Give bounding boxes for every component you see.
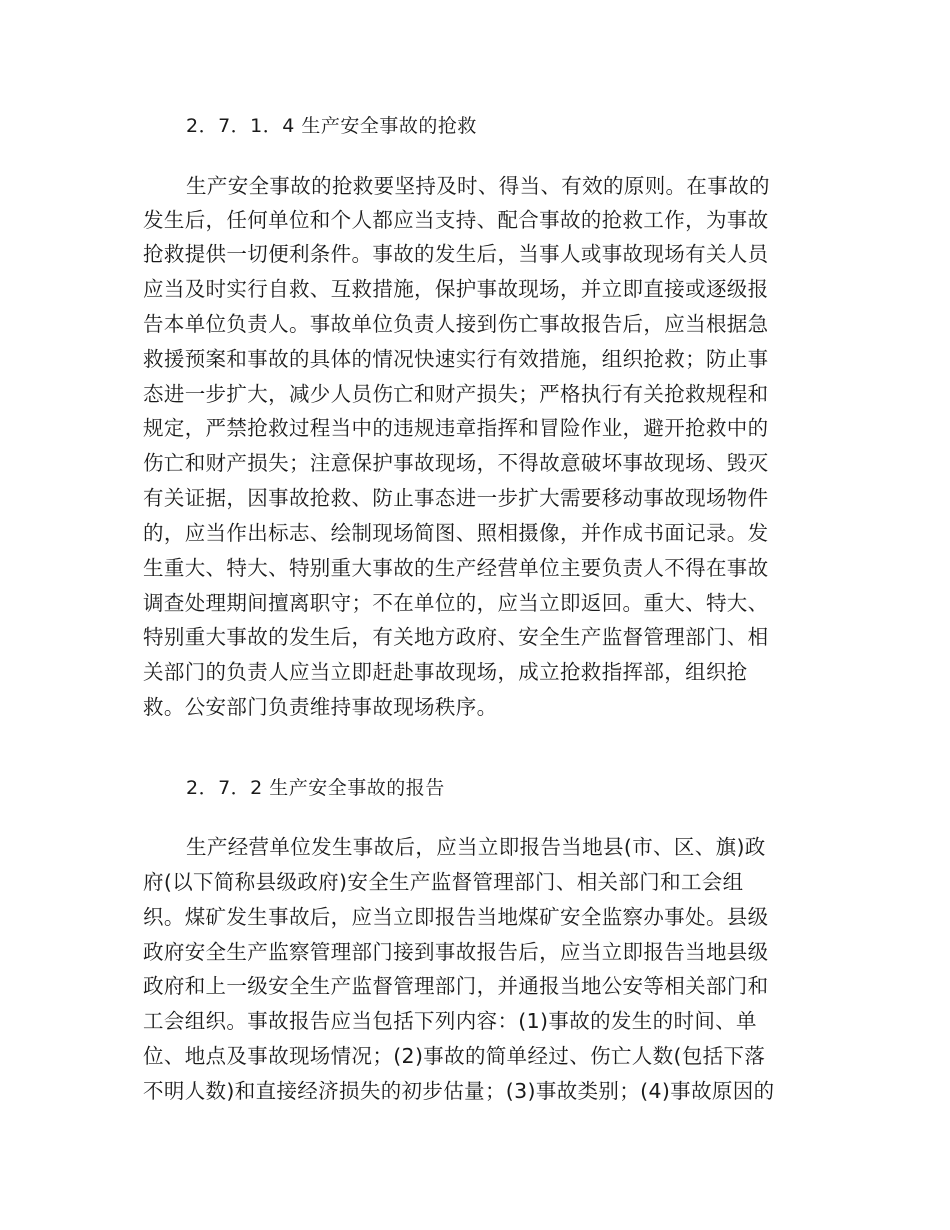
paragraph-line: 告本单位负责人。事故单位负责人接到伤亡事故报告后，应当根据急: [143, 312, 769, 336]
paragraph-line: 发生后，任何单位和个人都应当支持、配合事故的抢救工作，为事故: [143, 208, 769, 232]
paragraph-line: 救援预案和事故的具体的情况快速实行有效措施，组织抢救；防止事: [143, 347, 769, 371]
paragraph-line: 特别重大事故的发生后，有关地方政府、安全生产监督管理部门、相: [143, 625, 769, 649]
paragraph-line: 政府和上一级安全生产监督管理部门，并通报当地公安等相关部门和: [143, 974, 769, 998]
section-heading: 2．7．1．4 生产安全事故的抢救: [186, 115, 477, 137]
paragraph-line: 生产安全事故的抢救要坚持及时、得当、有效的原则。在事故的: [186, 174, 770, 198]
paragraph-line: 的，应当作出标志、绘制现场简图、照相摄像，并作成书面记录。发: [143, 521, 769, 545]
section-heading: 2．7．2 生产安全事故的报告: [186, 777, 445, 799]
paragraph-line: 有关证据，因事故抢救、防止事态进一步扩大需要移动事故现场物件: [143, 486, 769, 510]
paragraph-line: 救。公安部门负责维持事故现场秩序。: [143, 695, 498, 719]
paragraph-line: 不明人数)和直接经济损失的初步估量；(3)事故类别；(4)事故原因的: [143, 1079, 775, 1103]
paragraph-line: 伤亡和财产损失；注意保护事故现场，不得故意破坏事故现场、毁灭: [143, 451, 769, 475]
paragraph-line: 态进一步扩大，减少人员伤亡和财产损失；严格执行有关抢救规程和: [143, 382, 769, 406]
paragraph-line: 织。煤矿发生事故后，应当立即报告当地煤矿安全监察办事处。县级: [143, 905, 769, 929]
paragraph-line: 调查处理期间擅离职守；不在单位的，应当立即返回。重大、特大、: [143, 591, 769, 615]
paragraph-line: 生产经营单位发生事故后，应当立即报告当地县(市、区、旗)政: [186, 835, 766, 859]
paragraph-line: 生重大、特大、特别重大事故的生产经营单位主要负责人不得在事故: [143, 556, 769, 580]
paragraph-line: 规定，严禁抢救过程当中的违规违章指挥和冒险作业，避开抢救中的: [143, 416, 769, 440]
paragraph-line: 府(以下简称县级政府)安全生产监督管理部门、相关部门和工会组: [143, 870, 744, 894]
paragraph-line: 政府安全生产监察管理部门接到事故报告后，应当立即报告当地县级: [143, 940, 769, 964]
paragraph-line: 抢救提供一切便利条件。事故的发生后，当事人或事故现场有关人员: [143, 242, 769, 266]
paragraph-line: 关部门的负责人应当立即赶赴事故现场，成立抢救指挥部，组织抢: [143, 660, 748, 684]
paragraph-line: 位、地点及事故现场情况；(2)事故的简单经过、伤亡人数(包括下落: [143, 1044, 766, 1068]
paragraph-line: 应当及时实行自救、互救措施，保护事故现场，并立即直接或逐级报: [143, 277, 769, 301]
paragraph-line: 工会组织。事故报告应当包括下列内容：(1)事故的发生的时间、单: [143, 1009, 757, 1033]
